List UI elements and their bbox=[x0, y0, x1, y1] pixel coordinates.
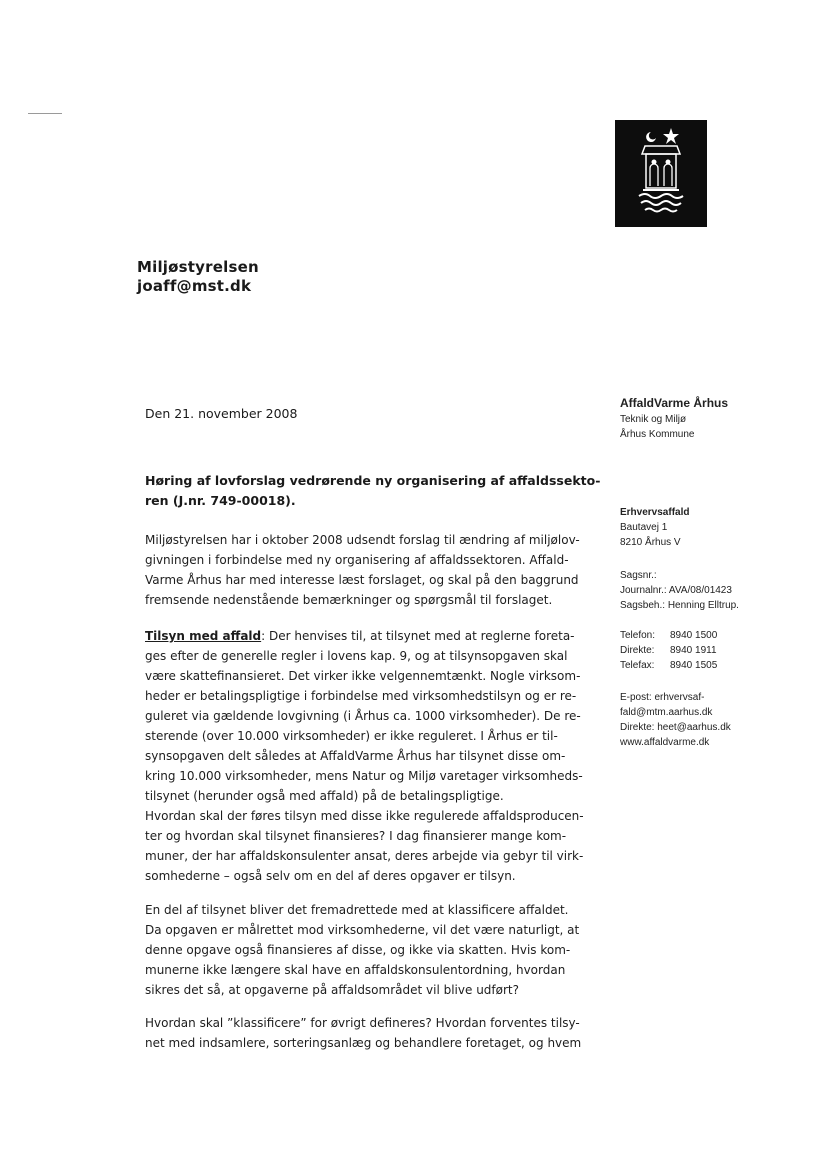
paragraph-question-1 bbox=[145, 806, 600, 886]
text-line: tilsynet (herunder også med affald) på de betalingspligtige. bbox=[145, 789, 504, 803]
text-line: være skattefinansieret. Det virker ikke velgennemtænkt. Nogle virksom- bbox=[145, 669, 581, 683]
text-line: Varme Århus har med interesse læst forslaget, og skal på den baggrund bbox=[145, 573, 579, 587]
case-number: Sagsnr.: bbox=[620, 570, 657, 581]
text-line bbox=[145, 626, 600, 646]
paragraph-question-2 bbox=[145, 1013, 600, 1053]
subject-heading bbox=[145, 471, 601, 511]
direct-row bbox=[620, 643, 717, 658]
margin-rule bbox=[28, 113, 62, 114]
journal-number: Journalnr.: AVA/08/01423 bbox=[620, 585, 732, 596]
text-line: somhederne – også selv om en del af deres opgaver er tilsyn. bbox=[145, 869, 516, 883]
text-line: net med indsamlere, sorteringsanlæg og behandlere foretaget, og hvem bbox=[145, 1036, 582, 1050]
fax-value: 8940 1505 bbox=[670, 660, 718, 671]
phone-label: Telefon: bbox=[620, 630, 656, 641]
paragraph-classification bbox=[145, 900, 600, 1000]
subject-line-2: ren (J.nr. 749-00018). bbox=[145, 493, 296, 508]
text-line: Hvordan skal der føres tilsyn med disse ikke regulerede affaldsproducen- bbox=[145, 809, 584, 823]
sender-city: 8210 Århus V bbox=[620, 537, 681, 548]
text-line: munerne ikke længere skal have en affaldskonsulentordning, hvordan bbox=[145, 963, 566, 977]
text-line: ges efter de generelle regler i lovens kap. 9, og at tilsynsopgaven skal bbox=[145, 649, 568, 663]
recipient-block bbox=[137, 258, 259, 296]
text-line: sikres det så, at opgaverne på affaldsområdet vil blive udført? bbox=[145, 983, 519, 997]
email-direct: Direkte: heet@aarhus.dk bbox=[620, 722, 731, 733]
direct-label: Direkte: bbox=[620, 645, 655, 656]
case-handler: Sagsbeh.: Henning Elltrup. bbox=[620, 600, 739, 611]
text-fragment: : Der henvises til, at tilsynet med at reglerne foreta- bbox=[261, 629, 575, 643]
subject-line-1: Høring af lovforslag vedrørende ny organisering af affaldssekto- bbox=[145, 473, 601, 488]
recipient-email: joaff@mst.dk bbox=[137, 277, 252, 295]
recipient-name: Miljøstyrelsen bbox=[137, 258, 259, 276]
fax-label: Telefax: bbox=[620, 660, 655, 671]
text-line: Miljøstyrelsen har i oktober 2008 udsendt forslag til ændring af miljølov- bbox=[145, 533, 580, 547]
phone-value: 8940 1500 bbox=[670, 630, 718, 641]
fax-row bbox=[620, 658, 717, 673]
aarhus-coat-of-arms-logo bbox=[615, 120, 707, 227]
text-line: Hvordan skal ”klassificere” for øvrigt defineres? Hvordan forventes tilsy- bbox=[145, 1016, 580, 1030]
paragraph-intro bbox=[145, 530, 600, 610]
text-line: kring 10.000 virksomheder, mens Natur og Miljø varetager virksomheds- bbox=[145, 769, 583, 783]
text-line: muner, der har affaldskonsulenter ansat, deres arbejde via gebyr til virk- bbox=[145, 849, 584, 863]
sender-municipality: Århus Kommune bbox=[620, 429, 695, 440]
sender-unit: Erhvervsaffald bbox=[620, 507, 690, 518]
email-line-1: E-post: erhvervsaf- bbox=[620, 692, 705, 703]
sender-street: Bautavej 1 bbox=[620, 522, 668, 533]
text-line: En del af tilsynet bliver det fremadrettede med at klassificere affaldet. bbox=[145, 903, 569, 917]
text-line: ter og hvordan skal tilsynet finansieres? I dag finansierer mange kom- bbox=[145, 829, 567, 843]
phone-row bbox=[620, 628, 717, 643]
paragraph-tilsyn bbox=[145, 626, 600, 806]
section-heading-tilsyn: Tilsyn med affald bbox=[145, 629, 262, 643]
email-line-2: fald@mtm.aarhus.dk bbox=[620, 707, 713, 718]
text-line: givningen i forbindelse med ny organisering af affaldssektoren. Affald- bbox=[145, 553, 569, 567]
letter-date: Den 21. november 2008 bbox=[145, 406, 298, 421]
text-line: synsopgaven delt således at AffaldVarme Århus har tilsynet disse om- bbox=[145, 749, 566, 763]
text-line: sterende (over 10.000 virksomheder) er ikke reguleret. I Århus er til- bbox=[145, 729, 558, 743]
website: www.affaldvarme.dk bbox=[620, 737, 710, 748]
sender-org: AffaldVarme Århus bbox=[620, 396, 729, 410]
text-line: guleret via gældende lovgivning (i Århus ca. 1000 virksomheder). De re- bbox=[145, 709, 581, 723]
direct-value: 8940 1911 bbox=[670, 645, 717, 656]
text-line: fremsende nedenstående bemærkninger og spørgsmål til forslaget. bbox=[145, 593, 553, 607]
sender-dept: Teknik og Miljø bbox=[620, 414, 687, 425]
text-line: denne opgave også finansieres af disse, og ikke via skatten. Hvis kom- bbox=[145, 943, 571, 957]
text-line: Da opgaven er målrettet mod virksomhederne, vil det være naturligt, at bbox=[145, 923, 580, 937]
text-line: heder er betalingspligtige i forbindelse med virksomhedstilsyn og er re- bbox=[145, 689, 577, 703]
